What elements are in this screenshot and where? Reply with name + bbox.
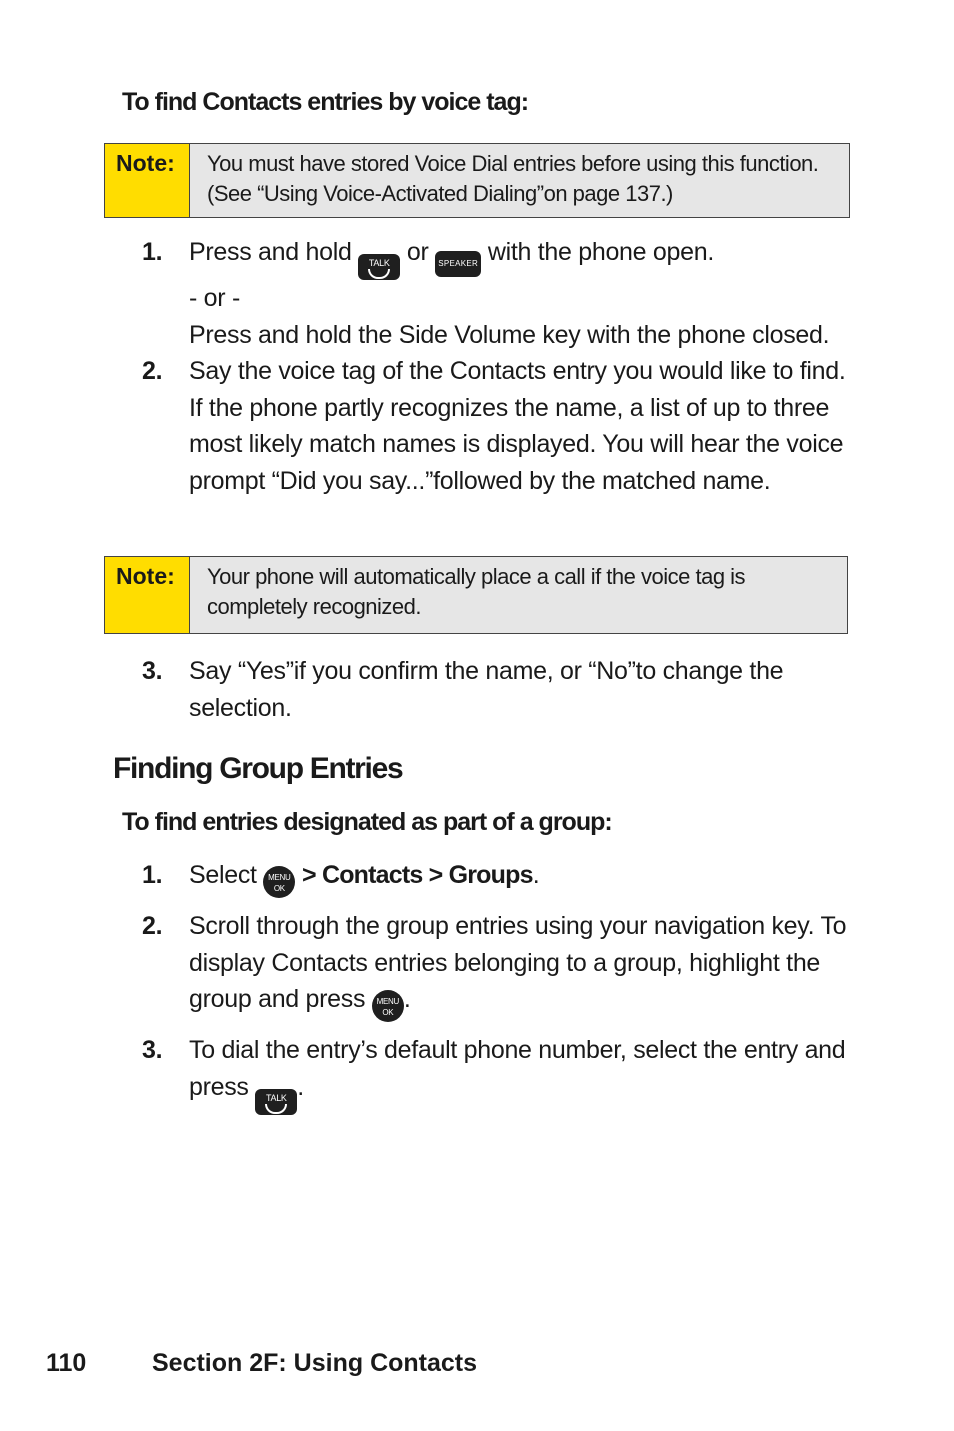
step-number: 1. <box>142 861 163 889</box>
talk-key-icon: TALK <box>358 254 400 280</box>
alt-instruction: Press and hold the Side Volume key with the phone closed. <box>189 320 830 349</box>
talk-key-icon: TALK <box>255 1089 297 1115</box>
menu-ok-key-icon: MENU OK <box>372 990 404 1022</box>
step-2-voice <box>142 353 862 499</box>
step-number: 2. <box>142 357 163 385</box>
procedure-heading-group: To find entries designated as part of a group: <box>122 808 612 836</box>
step-text: with the phone open. <box>487 238 714 266</box>
step-3-voice <box>142 653 862 726</box>
step-number: 2. <box>142 912 163 940</box>
step-3-group: 3. To dial the entry’s default phone number, select the entry and press TALK . <box>142 1032 862 1115</box>
note-box-2 <box>104 556 848 634</box>
or-separator: - or - <box>189 284 240 312</box>
step-text: To dial the entry’s default phone number, select the entry and press <box>189 1036 846 1101</box>
note-text: Your phone will automatically place a call if the voice tag is completely recognized. <box>207 564 746 619</box>
step-text: Say “Yes”if you confirm the name, or “No”to change the selection. <box>189 657 784 722</box>
note-box-1 <box>104 143 850 218</box>
step-text: Say the voice tag of the Contacts entry you would like to find. If the phone partly recognizes the name, a list of up to three most likely match names is displayed. You will hear the voice prompt “Did you say...”followed by the matched name. <box>189 357 846 495</box>
procedure-heading-voice-tag: To find Contacts entries by voice tag: <box>122 88 529 116</box>
note-label: Note: <box>105 144 190 217</box>
section-title: Finding Group Entries <box>113 752 403 785</box>
step-2-group: 2. Scroll through the group entries using your navigation key. To display Contacts entries belonging to a group, highlight the group and press MENU OK . <box>142 908 862 1022</box>
footer-section: Section 2F: Using Contacts <box>152 1349 478 1377</box>
page-number: 110 <box>46 1349 87 1377</box>
note-text: You must have stored Voice Dial entries before using this function. (See “Using Voice-Activated Dialing”on page 137.) <box>207 151 819 206</box>
step-number: 3. <box>142 657 163 685</box>
step-number: 1. <box>142 238 163 266</box>
step-text: Press and hold <box>189 238 352 266</box>
note-label: Note: <box>105 557 190 633</box>
menu-ok-key-icon: MENU OK <box>263 866 295 898</box>
menu-path: > Contacts > Groups <box>302 861 533 889</box>
speaker-key-icon: SPEAKER <box>435 251 481 277</box>
or-text: or <box>406 238 429 266</box>
step-1-voice <box>142 234 862 353</box>
step-text: Scroll through the group entries using your navigation key. To display Contacts entries belonging to a group, highlight the group and press <box>189 912 847 1013</box>
step-number: 3. <box>142 1036 163 1064</box>
step-text: Select <box>189 861 257 889</box>
step-1-group: 1. Select MENU OK > Contacts > Groups. <box>142 857 862 898</box>
